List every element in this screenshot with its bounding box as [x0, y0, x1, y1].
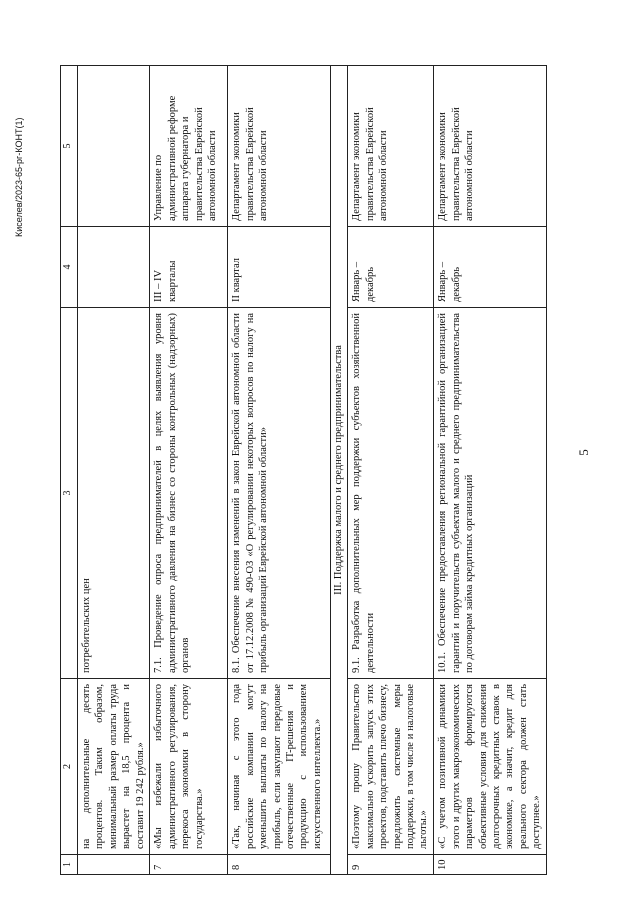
table-row: [78, 66, 150, 875]
row-number: 8: [228, 855, 331, 875]
quote-cell: «С учетом позитивной динамики этого и других макроэкономических параметров формируются объективные условия для снижения долгосрочных кредитных ставок в экономике, а значит, кредит для реального сектора должен стать доступнее.»: [434, 679, 547, 855]
header-cell-4: 4: [61, 227, 78, 308]
measure-cell: 7.1. Проведение опроса предпринимателей в целях выявления уровня административного давления на бизнес со стороны контрольных (надзорных) органов: [150, 308, 228, 679]
executor-cell: [78, 66, 150, 227]
quote-cell: «Так, начиная с этого года российские компании могут уменьшить выплаты по налогу на прибыль, если закупают передовые отечественные IT-решения и продукцию с использованием искусственного интеллекта.»: [228, 679, 331, 855]
header-cell-5: 5: [61, 66, 78, 227]
section-title: III. Поддержка малого и среднего предпринимательства: [331, 66, 348, 875]
section-title-row: [331, 66, 348, 875]
measure-cell: 9.1. Разработка дополнительных мер поддержки субъектов хозяйственной деятельности: [348, 308, 434, 679]
executor-cell: Департамент экономики правительства Еврейской автономной области: [348, 66, 434, 227]
term-cell: III – IV кварталы: [150, 227, 228, 308]
table-row: [434, 66, 547, 875]
row-number: 7: [150, 855, 228, 875]
term-cell: II квартал: [228, 227, 331, 308]
table-header-row: [61, 66, 78, 875]
header-cell-3: 3: [61, 308, 78, 679]
measures-table: [60, 65, 547, 875]
executor-cell: Управление по административной реформе аппарата губернатора и правительства Еврейской автономной области: [150, 66, 228, 227]
page-number: 5: [576, 449, 591, 456]
table-row: [150, 66, 228, 875]
executor-cell: Департамент экономики правительства Еврейской автономной области: [434, 66, 547, 227]
executor-cell: Департамент экономики правительства Еврейской автономной области: [228, 66, 331, 227]
table-row: [228, 66, 331, 875]
measure-cell: 8.1. Обеспечение внесения изменений в закон Еврейской автономной области от 17.12.2008 № 490-ОЗ «О регулировании некоторых вопросов по налогу на прибыль организаций Еврейской автономной области»: [228, 308, 331, 679]
term-cell: [78, 227, 150, 308]
measures-table-body: [61, 66, 547, 875]
term-cell: Январь – декабрь: [348, 227, 434, 308]
measure-cell: потребительских цен: [78, 308, 150, 679]
measure-cell: 10.1. Обеспечение предоставления региональной гарантийной организацией гарантий и поручительств субъектам малого и среднего предпринимательства по договорам займа кредитных организаций: [434, 308, 547, 679]
header-cell-1: 1: [61, 855, 78, 875]
row-number: 10: [434, 855, 547, 875]
quote-cell: «Поэтому прошу Правительство максимально ускорить запуск этих проектов, подставить плечо бизнесу, предложить системные меры поддержки, в том числе и налоговые льготы.»: [348, 679, 434, 855]
quote-cell: «Мы избежали избыточного административного регулирования, перекоса экономики в сторону государства.»: [150, 679, 228, 855]
header-cell-2: 2: [61, 679, 78, 855]
row-number: [78, 855, 150, 875]
row-number: 9: [348, 855, 434, 875]
table-row: [348, 66, 434, 875]
term-cell: Январь – декабрь: [434, 227, 547, 308]
quote-cell: на дополнительные десять процентов. Таким образом, минимальный размер оплаты труда вырастет на 18,5 процента и составит 19 242 рубля.»: [78, 679, 150, 855]
footer-reference: Киселев/2023-65-рг-КОНТ(1): [14, 117, 24, 237]
